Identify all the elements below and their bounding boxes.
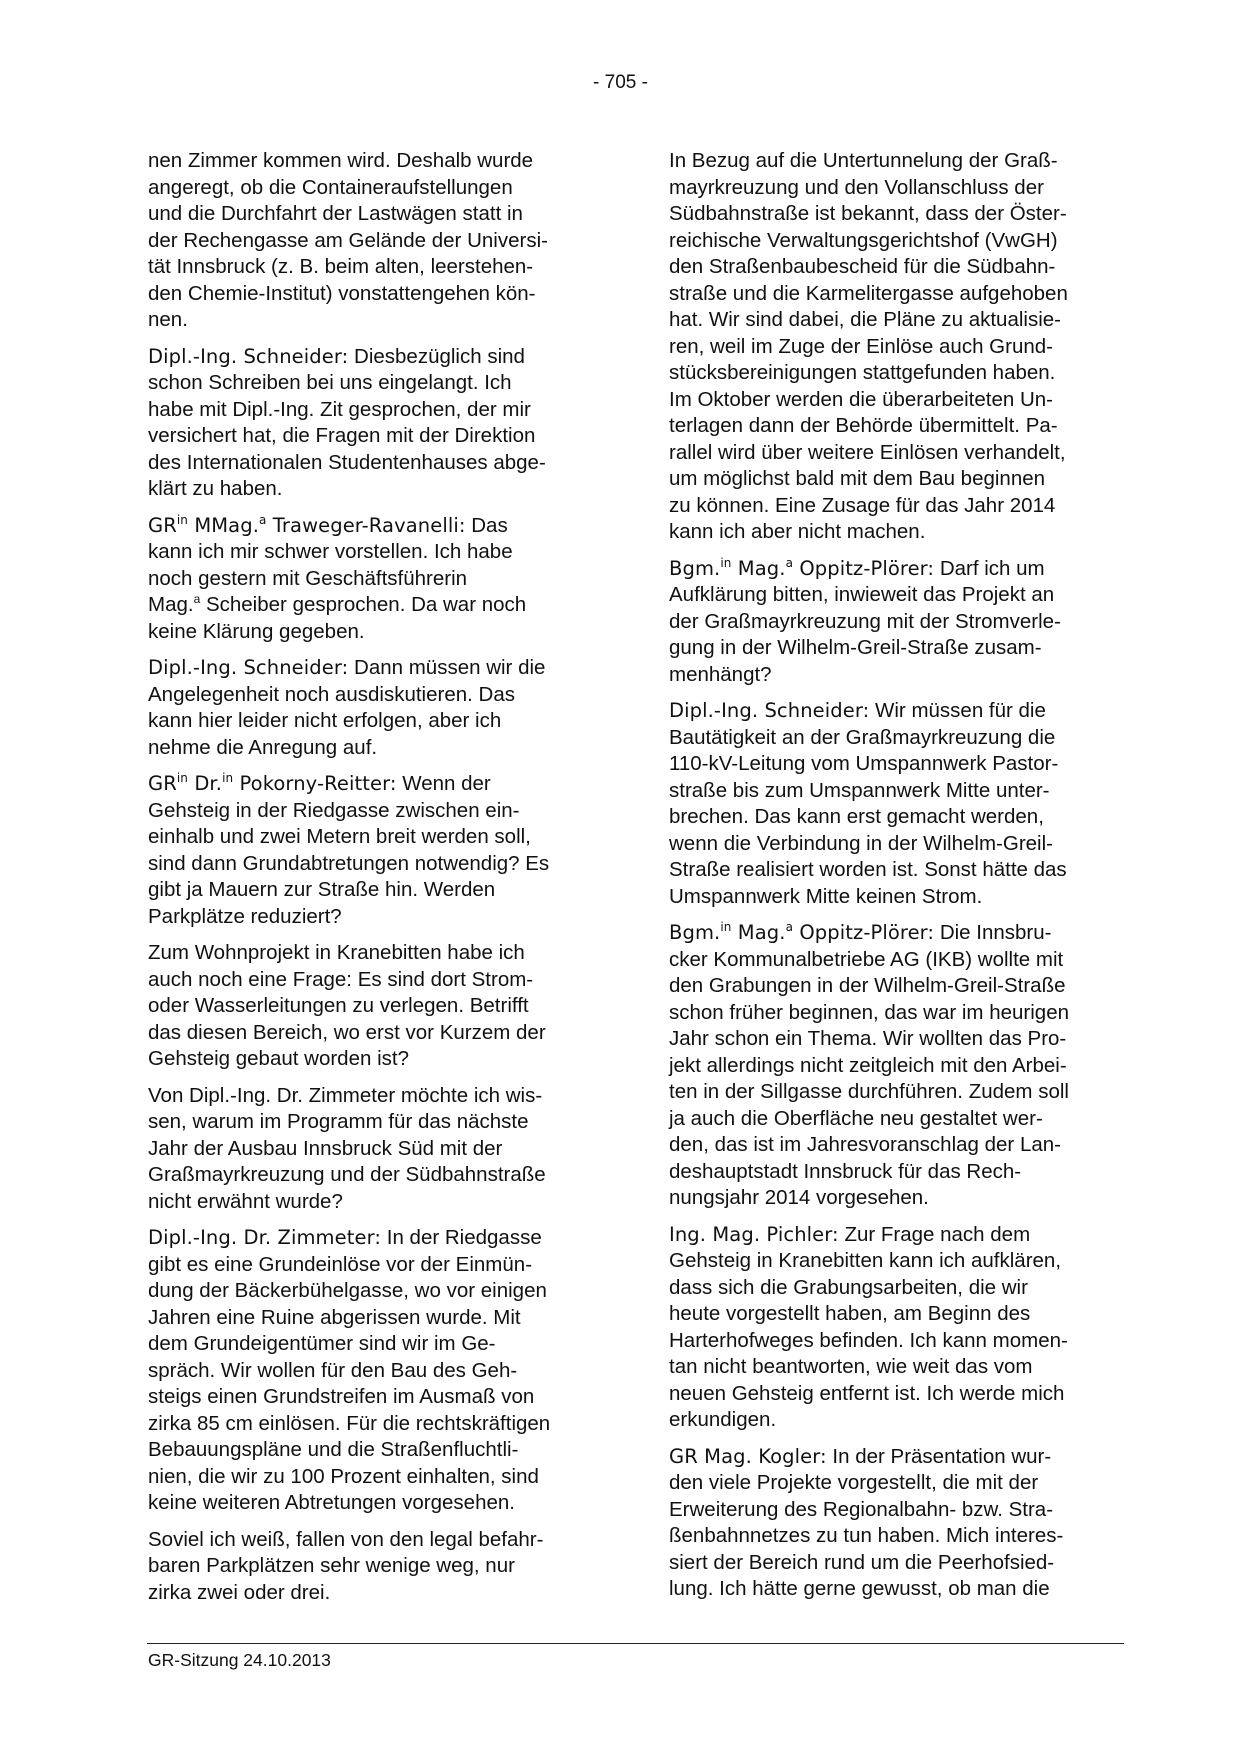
text-line: habe mit Dipl.-Ing. Zit gesprochen, der mir: [148, 397, 531, 421]
text-line: dung der Bäckerbühelgasse, wo vor einigen: [148, 1279, 547, 1302]
text-line: In Bezug auf die Untertunnelung der Graß-: [669, 149, 1058, 172]
left-column: [148, 148, 601, 1616]
text-line: Darf ich um: [939, 556, 1045, 580]
text-line: tät Innsbruck (z. B. beim alten, leerstehen-: [148, 255, 534, 278]
paragraph: [148, 1083, 601, 1216]
text-line: straße und die Karmelitergasse aufgehoben: [669, 281, 1068, 305]
text-line: angeregt, ob die Containeraufstellungen: [148, 175, 513, 199]
text-line: schon früher beginnen, das war im heurigen: [669, 1000, 1069, 1024]
text-line: rallel wird über weitere Einlösen verhandelt,: [669, 440, 1066, 464]
text-line: zu können. Eine Zusage für das Jahr 2014: [669, 493, 1056, 517]
text-line: den Grabungen in der Wilhelm-Greil-Straße: [669, 974, 1066, 997]
text-line: deshauptstadt Innsbruck für das Rech-: [669, 1159, 1022, 1183]
speech-paragraph: [148, 513, 601, 646]
text-line: Gehsteig gebaut worden ist?: [148, 1047, 409, 1070]
speaker-name: $GR^{in}$ Dr.$^{in}$ Pokorny-Reitter:: [148, 771, 397, 795]
text-line: nen Zimmer kommen wird. Deshalb wurde: [148, 149, 534, 172]
text-line: dass sich die Grabungsarbeiten, die wir: [669, 1275, 1028, 1299]
text-line: sen, warum im Programm für das nächste: [148, 1110, 529, 1133]
text-line: baren Parkplätzen sehr wenige weg, nur: [148, 1554, 515, 1577]
text-line: Im Oktober werden die überarbeiteten Un-: [669, 387, 1054, 411]
text-line: kann hier leider nicht erfolgen, aber ich: [148, 709, 502, 732]
paragraph: [148, 940, 601, 1073]
text-line: steigs einen Grundstreifen im Ausmaß von: [148, 1385, 535, 1408]
text-line: ßenbahnnetzes zu tun haben. Mich interes-: [669, 1524, 1064, 1547]
speech-paragraph: [669, 1444, 1122, 1603]
paragraph: [148, 1527, 601, 1607]
text-line: Straße realisiert worden ist. Sonst hätte das: [669, 858, 1067, 881]
speaker-name: $GR^{in}$ MMag.$^a$ Traweger-Ravanelli:: [148, 512, 466, 537]
text-line: den, das ist im Jahresvoranschlag der Lan-: [669, 1133, 1061, 1156]
text-line: menhängt?: [669, 662, 772, 686]
speech-paragraph: [669, 1222, 1122, 1434]
paragraph: [669, 148, 1122, 546]
text-line: Wir müssen für die: [875, 699, 1046, 722]
text-line: Jahr schon ein Thema. Wir wollten das Pro-: [669, 1027, 1067, 1050]
speaker-name: Dipl.-Ing. Schneider:: [669, 699, 870, 722]
text-line: heute vorgestellt haben, am Beginn des: [669, 1302, 1031, 1325]
text-line: spräch. Wir wollen für den Bau des Geh-: [148, 1358, 518, 1382]
text-line: Erweiterung des Regionalbahn- bzw. Stra-: [669, 1497, 1054, 1521]
text-line: gibt es eine Grundeinlöse vor der Einmün-: [148, 1252, 533, 1276]
text-line: cker Kommunalbetriebe AG (IKB) wollte mit: [669, 947, 1064, 971]
page-number: - 705 -: [593, 72, 648, 93]
speech-paragraph: [669, 698, 1122, 910]
text-line: wenn die Verbindung in der Wilhelm-Greil-: [669, 831, 1053, 855]
text-line: der Graßmayrkreuzung mit der Stromverle-: [669, 609, 1061, 633]
text-line: klärt zu haben.: [148, 477, 283, 500]
text-line: In der Präsentation wur-: [832, 1444, 1052, 1468]
speech-paragraph: [148, 771, 601, 930]
text-line: mayrkreuzung und den Vollanschluss der: [669, 175, 1044, 199]
text-line: sind dann Grundabtretungen notwendig? Es: [148, 851, 550, 875]
text-line: stücksbereinigungen stattgefunden haben.: [669, 361, 1056, 384]
text-line: das diesen Bereich, wo erst vor Kurzem der: [148, 1020, 546, 1044]
text-line: ren, weil im Zuge der Einlöse auch Grund-: [669, 334, 1053, 358]
text-line: nungsjahr 2014 vorgesehen.: [669, 1186, 929, 1209]
text-line: erkundigen.: [669, 1408, 777, 1431]
text-line: Die Innsbru-: [939, 921, 1052, 944]
text-line: Bebauungspläne und die Straßenfluchtli-: [148, 1438, 519, 1461]
speech-paragraph: [148, 655, 601, 761]
text-line: siert der Bereich rund um die Peerhofsied-: [669, 1550, 1055, 1574]
text-line: und die Durchfahrt der Lastwägen statt in: [148, 202, 523, 225]
text-line: zirka zwei oder drei.: [148, 1580, 331, 1604]
text-line: Parkplätze reduziert?: [148, 904, 342, 928]
text-line: straße bis zum Umspannwerk Mitte unter-: [669, 778, 1050, 802]
text-line: Wenn der: [402, 772, 491, 795]
text-line: Das: [471, 513, 508, 537]
text-line: Mag.$^a$ Scheiber gesprochen. Da war noch: [148, 592, 527, 616]
text-line: Harterhofweges befinden. Ich kann momen-: [669, 1328, 1068, 1352]
text-line: Diesbezüglich sind: [354, 344, 525, 368]
text-line: schon Schreiben bei uns eingelangt. Ich: [148, 371, 512, 394]
text-line: zirka 85 cm einlösen. Für die rechtskräftigen: [148, 1411, 551, 1435]
speech-paragraph: [669, 556, 1122, 689]
text-line: gibt ja Mauern zur Straße hin. Werden: [148, 878, 496, 901]
text-line: neuen Gehsteig entfernt ist. Ich werde mich: [669, 1381, 1065, 1405]
speaker-name: Bgm.$^{in}$ Mag.$^a$ Oppitz-Plörer:: [669, 920, 935, 944]
text-line: oder Wasserleitungen zu verlegen. Betrifft: [148, 994, 529, 1017]
text-line: Zum Wohnprojekt in Kranebitten habe ich: [148, 941, 525, 964]
text-line: Gehsteig in Kranebitten kann ich aufklären,: [669, 1249, 1062, 1272]
right-column: [669, 148, 1122, 1613]
speech-paragraph: [669, 920, 1122, 1212]
text-line: Angelegenheit noch ausdiskutieren. Das: [148, 682, 515, 706]
text-line: Zur Frage nach dem: [844, 1222, 1031, 1246]
footer-divider: [147, 1643, 1124, 1644]
text-line: noch gestern mit Geschäftsführerin: [148, 566, 468, 590]
text-line: den viele Projekte vorgestellt, die mit der: [669, 1471, 1039, 1494]
speaker-name: Dipl.-Ing. Schneider:: [148, 656, 349, 679]
text-line: den Straßenbaubescheid für die Südbahn-: [669, 255, 1056, 278]
text-line: den Chemie-Institut) vonstattengehen kön-: [148, 281, 536, 305]
text-line: brechen. Das kann erst gemacht werden,: [669, 805, 1044, 828]
text-line: keine weiteren Abtretungen vorgesehen.: [148, 1491, 515, 1514]
text-line: keine Klärung gegeben.: [148, 619, 365, 643]
text-line: 110-kV-Leitung vom Umspannwerk Pastor-: [669, 752, 1059, 775]
text-line: nien, die wir zu 100 Prozent einhalten, sind: [148, 1464, 539, 1488]
text-line: lung. Ich hätte gerne gewusst, ob man die: [669, 1577, 1050, 1600]
text-line: ten in der Sillgasse durchführen. Zudem soll: [669, 1080, 1069, 1103]
text-line: jekt allerdings nicht zeitgleich mit den Arbei-: [669, 1053, 1067, 1077]
text-line: ja auch die Oberfläche neu gestaltet wer-: [669, 1106, 1043, 1130]
text-line: Soviel ich weiß, fallen von den legal befahr-: [148, 1527, 544, 1551]
text-line: nehme die Anregung auf.: [148, 735, 378, 759]
text-line: Dann müssen wir die: [354, 656, 546, 679]
text-line: gung in der Wilhelm-Greil-Straße zusam-: [669, 636, 1042, 659]
text-line: der Rechengasse am Gelände der Universi-: [148, 228, 548, 252]
text-line: hat. Wir sind dabei, die Pläne zu aktualisie-: [669, 308, 1061, 331]
text-line: Jahren eine Ruine abgerissen wurde. Mit: [148, 1305, 521, 1329]
speaker-name: Dipl.-Ing. Schneider:: [148, 344, 349, 368]
text-line: tan nicht beantworten, wie weit das vom: [669, 1355, 1033, 1378]
text-line: Südbahnstraße ist bekannt, dass der Öster-: [669, 202, 1067, 225]
text-line: um möglichst bald mit dem Bau beginnen: [669, 467, 1046, 490]
text-line: kann ich mir schwer vorstellen. Ich habe: [148, 540, 513, 563]
text-line: reichische Verwaltungsgerichtshof (VwGH): [669, 228, 1058, 252]
text-line: des Internationalen Studentenhauses abge-: [148, 450, 546, 474]
footer-session-date: GR-Sitzung 24.10.2013: [148, 1650, 331, 1670]
speech-paragraph: [148, 344, 601, 503]
text-line: kann ich aber nicht machen.: [669, 520, 926, 543]
speech-paragraph: [148, 1225, 601, 1517]
text-line: In der Riedgasse: [386, 1226, 542, 1249]
text-line: dem Grundeigentümer sind wir im Ge-: [148, 1332, 496, 1355]
text-line: Von Dipl.-Ing. Dr. Zimmeter möchte ich wis-: [148, 1083, 543, 1107]
text-line: auch noch eine Frage: Es sind dort Strom-: [148, 967, 534, 991]
text-line: Jahr der Ausbau Innsbruck Süd mit der: [148, 1136, 503, 1160]
speaker-name: GR Mag. Kogler:: [669, 1444, 827, 1468]
text-line: Umspannwerk Mitte keinen Strom.: [669, 884, 983, 908]
text-line: Aufklärung bitten, inwieweit das Projekt an: [669, 583, 1055, 606]
text-line: versichert hat, die Fragen mit der Direktion: [148, 424, 536, 447]
speaker-name: Dipl.-Ing. Dr. Zimmeter:: [148, 1226, 382, 1249]
speaker-name: Bgm.$^{in}$ Mag.$^a$ Oppitz-Plörer:: [669, 555, 935, 580]
text-line: Gehsteig in der Riedgasse zwischen ein-: [148, 798, 520, 822]
text-line: einhalb und zwei Metern breit werden soll,: [148, 825, 531, 848]
speaker-name: Ing. Mag. Pichler:: [669, 1222, 839, 1246]
text-line: terlagen dann der Behörde übermittelt. Pa-: [669, 414, 1058, 437]
text-line: Bautätigkeit an der Graßmayrkreuzung die: [669, 725, 1056, 749]
paragraph: [148, 148, 601, 334]
text-line: Graßmayrkreuzung und der Südbahnstraße: [148, 1163, 546, 1186]
text-line: nen.: [148, 308, 188, 331]
text-line: nicht erwähnt wurde?: [148, 1189, 343, 1213]
